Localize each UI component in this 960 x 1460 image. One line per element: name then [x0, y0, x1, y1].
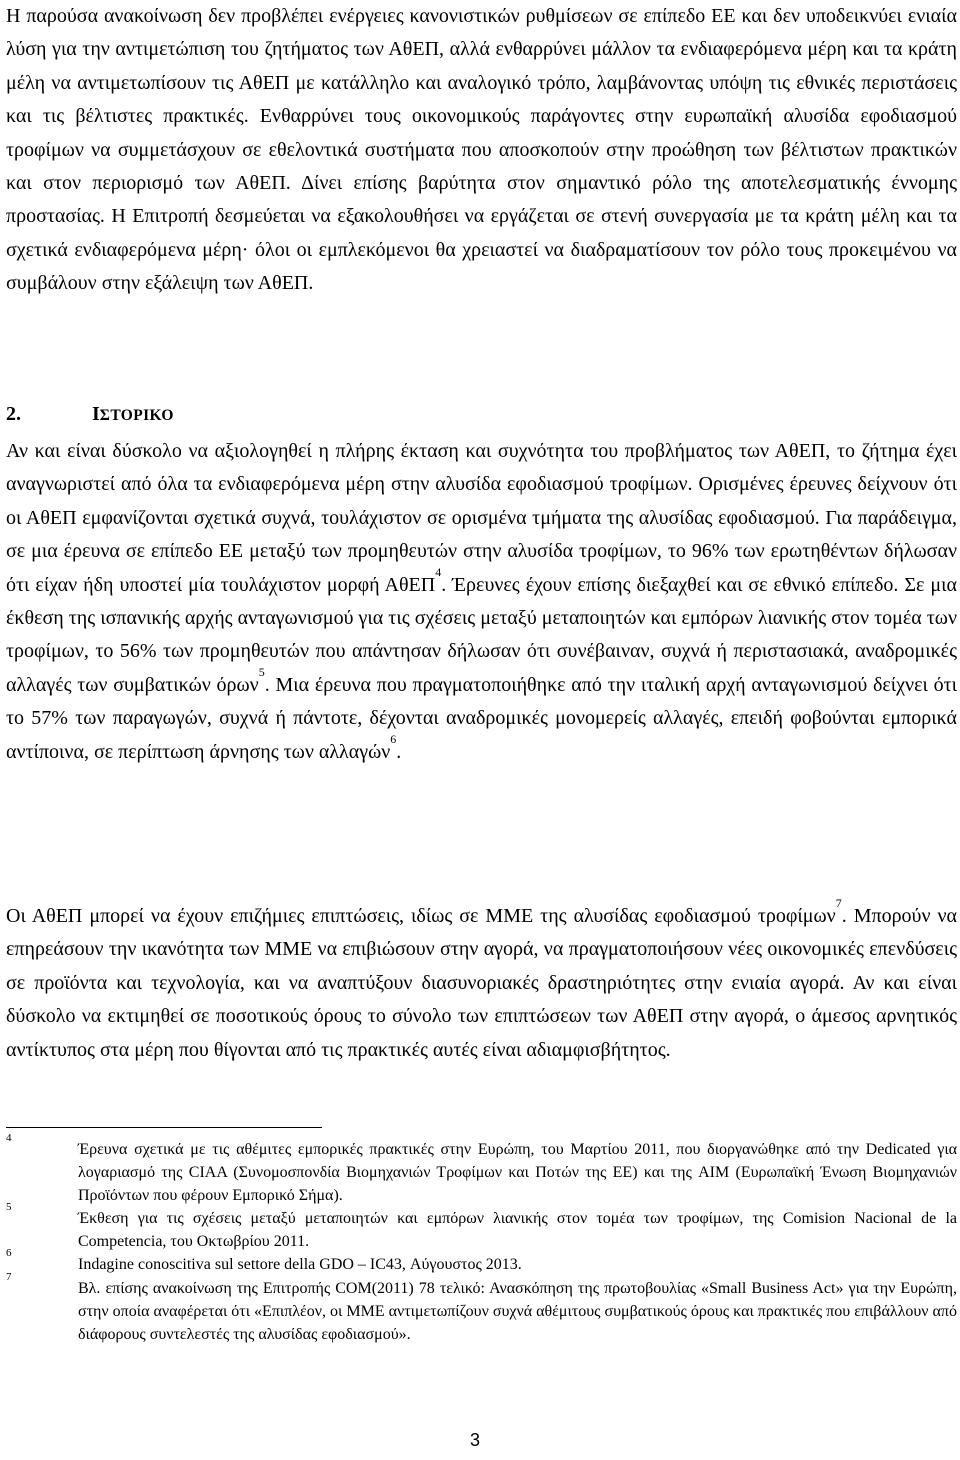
footnote-mark: 7 — [6, 1270, 12, 1283]
footnote-text: Βλ. επίσης ανακοίνωση της Επιτροπής COM(2011) 78 τελικό: Ανασκόπηση της πρωτοβουλίας «Small Business Act» για την Ευρώπη, στην οποία αναφέρεται ότι «Επιπλέον, οι ΜΜΕ αντιμετωπίζουν συχνά αθέμιτους συμβατικούς όρους και πρακτικές που επιβάλλουν από διάφορους συντελεστές της αλυσίδας εφοδιασμού». — [78, 1279, 957, 1343]
paragraph-text: . — [396, 740, 402, 763]
footnote-mark: 6 — [6, 1247, 12, 1260]
footnote-separator — [6, 1127, 322, 1128]
paragraph-text: . Μπορούν να επηρεάσουν την ικανότητα των ΜΜΕ να επιβιώσουν στην αγορά, να πραγματοποιήσουν νέες οικονομικές επενδύσεις σε προϊόντα και τεχνολογία, και να αναπτύξουν διασυνοριακές δραστηριότητες στην ενιαία αγορά. Αν και είναι δύσκολο να εκτιμηθεί σε ποσοτικούς όρους το σύνολο των επιπτώσεων των ΑθΕΠ στην αγορά, ο άμεσος αρνητικός αντίκτυπος στα μέρη που θίγονται από τις πρακτικές αυτές είναι αδιαμφισβήτητος. — [6, 905, 957, 1061]
page-number: 3 — [470, 1430, 481, 1450]
section-heading — [6, 398, 174, 432]
section-heading-initial: Ι — [92, 403, 100, 425]
footnote-mark: 5 — [6, 1201, 12, 1214]
footnote-ref-4[interactable]: 4 — [435, 564, 442, 579]
body-paragraph-3 — [6, 896, 957, 1067]
paragraph-text: . Μια έρευνα που πραγματοποιήθηκε από την ιταλική αρχή ανταγωνισμού δείχνει ότι το 57% των παραγωγών, συχνά ή πάντοτε, δέχονται αναδρομικές μονομερείς αλλαγές, επειδή φοβούνται εμπορικά αντίποινα, σε περίπτωση άρνησης των αλλαγών — [6, 673, 958, 763]
body-paragraph-1: Η παρούσα ανακοίνωση δεν προβλέπει ενέργειες κανονιστικών ρυθμίσεων σε επίπεδο ΕΕ και δεν υποδεικνύει ενιαία λύση για την αντιμετώπιση του ζητήματος των ΑθΕΠ, αλλά ενθαρρύνει μάλλον τα ενδιαφερόμενα μέρη και τα κράτη μέλη να αντιμετωπίσουν τις ΑθΕΠ με κατάλληλο και αναλογικό τρόπο, λαμβάνοντας υπόψη τις εθνικές περιστάσεις και τις βέλτιστες πρακτικές. Ενθαρρύνει τους οικονομικούς παράγοντες στην ευρωπαϊκή αλυσίδα εφοδιασμού τροφίμων να συμμετάσχουν σε εθελοντικά συστήματα που αποσκοπούν στην προώθηση των βέλτιστων πρακτικών και στον περιορισμό των ΑθΕΠ. Δίνει επίσης βαρύτητα στον σημαντικό ρόλο της αποτελεσματικής έννομης προστασίας. Η Επιτροπή δεσμεύεται να εξακολουθήσει να εργάζεται σε στενή συνεργασία με τα κράτη μέλη και τα σχετικά ενδιαφερόμενα μέρη· όλοι οι εμπλεκόμενοι θα χρειαστεί να διαδραματίσουν τον ρόλο τους προκειμένου να συμβάλουν στην εξάλειψη των ΑθΕΠ. — [6, 5, 957, 295]
footnote-4 — [6, 1132, 957, 1207]
footnote-ref-7[interactable]: 7 — [835, 896, 842, 910]
footnote-ref-6[interactable]: 6 — [390, 731, 397, 746]
footnote-5 — [6, 1201, 957, 1253]
body-paragraph-2 — [6, 435, 957, 769]
footnote-text: Έκθεση για τις σχέσεις μεταξύ μεταποιητών και εμπόρων λιανικής στον τομέα των τροφίμων, της Comision Nacional de la Competencia, του Οκτωβρίου 2011. — [78, 1210, 957, 1251]
footnote-ref-5[interactable]: 5 — [258, 664, 265, 679]
footnote-text: Έρευνα σχετικά με τις αθέμιτες εμπορικές πρακτικές στην Ευρώπη, του Μαρτίου 2011, που διοργανώθηκε από την Dedicated για λογαριασμό της CIAA (Συνομοσπονδία Βιομηχανιών Τροφίμων και Ποτών της ΕΕ) και της AIM (Ευρωπαϊκή Ένωση Βιομηχανιών Προϊόντων που φέρουν Εμπορικό Σήμα). — [78, 1141, 957, 1205]
footnote-mark: 4 — [6, 1132, 12, 1144]
paragraph-text: Οι ΑθΕΠ μπορεί να έχουν επιζήμιες επιπτώσεις, ιδίως σε ΜΜΕ της αλυσίδας εφοδιασμού τροφίμων — [6, 905, 836, 927]
paragraph-text: Αν και είναι δύσκολο να αξιολογηθεί η πλήρης έκταση και συχνότητα του προβλήματος των ΑθΕΠ, το ζήτημα έχει αναγνωριστεί από όλα τα ενδιαφερόμενα μέρη στην αλυσίδα εφοδιασμού τροφίμων. Ορισμένες έρευνες δείχνουν ότι οι ΑθΕΠ εμφανίζονται σχετικά συχνά, τουλάχιστον σε ορισμένα τμήματα της αλυσίδας εφοδιασμού. Για παράδειγμα, σε μια έρευνα σε επίπεδο ΕΕ μεταξύ των προμηθευτών στην αλυσίδα τροφίμων, το 96% των ερωτηθέντων δήλωσαν ότι είχαν ήδη υποστεί μία τουλάχιστον μορφή ΑθΕΠ — [6, 440, 957, 596]
paragraph-text: . Έρευνες έχουν επίσης διεξαχθεί και σε εθνικό επίπεδο. Σε μια έκθεση της ισπανικής αρχής ανταγωνισμού για τις σχέσεις μεταξύ μεταποιητών και εμπόρων λιανικής στον τομέα των τροφίμων, το 56% των προμηθευτών που απάντησαν δήλωσαν ότι συνέβαιναν, συχνά ή περιστασιακά, αναδρομικές αλλαγές των συμβατικών όρων — [6, 573, 957, 696]
footnote-6 — [6, 1247, 957, 1276]
section-heading-title: ΣΤΟΡΙΚΟ — [99, 407, 174, 424]
footnote-7 — [6, 1270, 957, 1346]
footnote-text: Indagine conoscitiva sul settore della GDO – IC43, Αύγουστος 2013. — [78, 1256, 522, 1274]
section-heading-number: 2. — [6, 403, 21, 425]
footnotes — [6, 1132, 957, 1346]
